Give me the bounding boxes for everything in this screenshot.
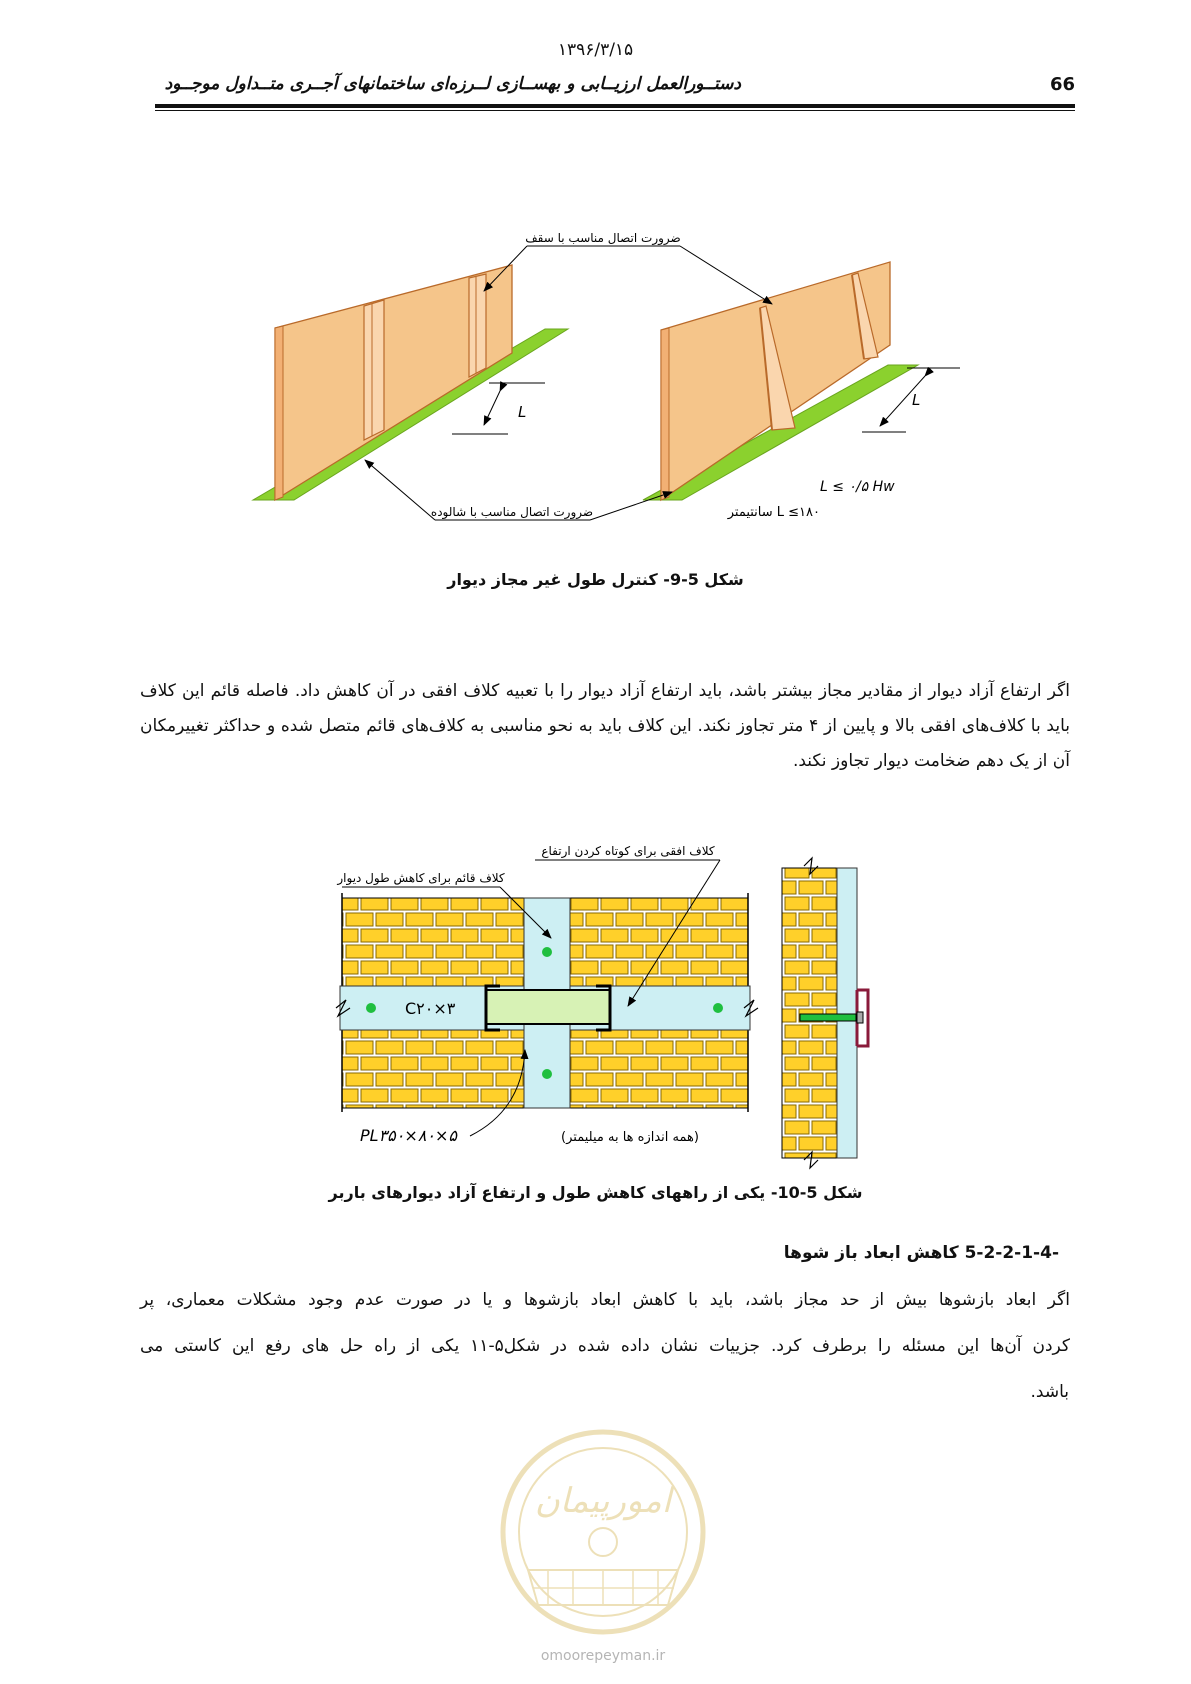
section-heading: [784, 1243, 1059, 1263]
section-title: کاهش ابعاد باز شوها: [783, 1243, 959, 1263]
constraint-max-length: L ≤۱۸۰ سانتیمتر: [727, 505, 820, 520]
figure1-caption: شکل 5-9- کنترل طول غیر مجاز دیوار: [447, 570, 744, 589]
header-rule-thin: [155, 110, 1075, 111]
channel-label: C۲۰×۳: [405, 999, 456, 1018]
roof-connection-label: ضرورت اتصال مناسب با سقف: [525, 231, 681, 245]
paragraph-1: اگر ارتفاع آزاد دیوار از مقادیر مجاز بیشتر باشد، باید ارتفاع آزاد دیوار را با تعبیه کلاف افقی در آن کاهش داد. فاصله قائم این کلاف باید با کلاف‌های افقی بالا و پایین از ۴ متر تجاوز نکند. این کلاف باید به نحو مناسبی به کلاف‌های قائم متصل شده و حداکثر تغییرمکان آن از یک دهم ضخامت دیوار تجاوز نکند.: [140, 681, 1070, 771]
paragraph-2-line-3: باشد.: [1030, 1382, 1069, 1402]
foundation-connection-label: ضرورت اتصال مناسب با شالوده: [430, 505, 594, 519]
connection-plate: [486, 990, 610, 1024]
watermark-site: omoorepeyman.ir: [540, 1648, 666, 1664]
header-date: ۱۳۹۶/۳/۱۵: [557, 40, 634, 60]
bolt: [366, 1003, 376, 1013]
bolt: [713, 1003, 723, 1013]
svg-text:امورپیمان: امورپیمان: [534, 1481, 672, 1521]
header-rule: [155, 104, 1075, 108]
section-number: 5-2-2-1-4-: [964, 1243, 1059, 1263]
pier-left-1: [364, 300, 384, 440]
brick-wall-section: [782, 868, 837, 1158]
page-number: 66: [1050, 74, 1076, 95]
tie-section: [837, 868, 857, 1158]
dim-label-left: L: [518, 403, 527, 421]
figure-wall-length: [240, 220, 960, 530]
pier-left-2: [469, 274, 486, 377]
plate-label: PL۳۵۰×۸۰×۵: [360, 1126, 457, 1145]
watermark-logo: [478, 1420, 728, 1670]
vertical-tie-label: کلاف قائم برای کاهش طول دیوار: [337, 871, 505, 885]
dim-label-right: L: [912, 391, 921, 409]
constraint-height-ratio: L ≤ ۰/۵ Hw: [820, 479, 895, 495]
figure-tie-beams: [320, 830, 870, 1170]
figure2-caption: شکل 5-10- یکی از راههای کاهش طول و ارتفاع آزاد دیوارهای باربر: [328, 1183, 863, 1202]
anchor-bolt: [800, 1014, 856, 1021]
units-note: (همه اندازه ها به میلیمتر): [561, 1130, 699, 1145]
paragraph-2-line-2: کردن آن‌ها این مسئله را برطرف کرد. جزییات نشان داده شده در شکل۵-۱۱ یکی از راه حل های رفع این کاستی می: [140, 1336, 1070, 1356]
header-title: دستــورالعمل ارزیــابی و بهســازی لــرزه‌ای ساختمانهای آجــری متــداول موجــود: [164, 74, 741, 94]
horizontal-tie-label: کلاف افقی برای کوتاه کردن ارتفاع: [541, 844, 715, 858]
bolt: [542, 947, 552, 957]
bolt: [542, 1069, 552, 1079]
paragraph-2-line-1: اگر ابعاد بازشوها بیش از حد مجاز باشد، باید با کاهش ابعاد بازشوها و یا در صورت عدم وجود مشکلات معماری، پر: [140, 1290, 1070, 1310]
